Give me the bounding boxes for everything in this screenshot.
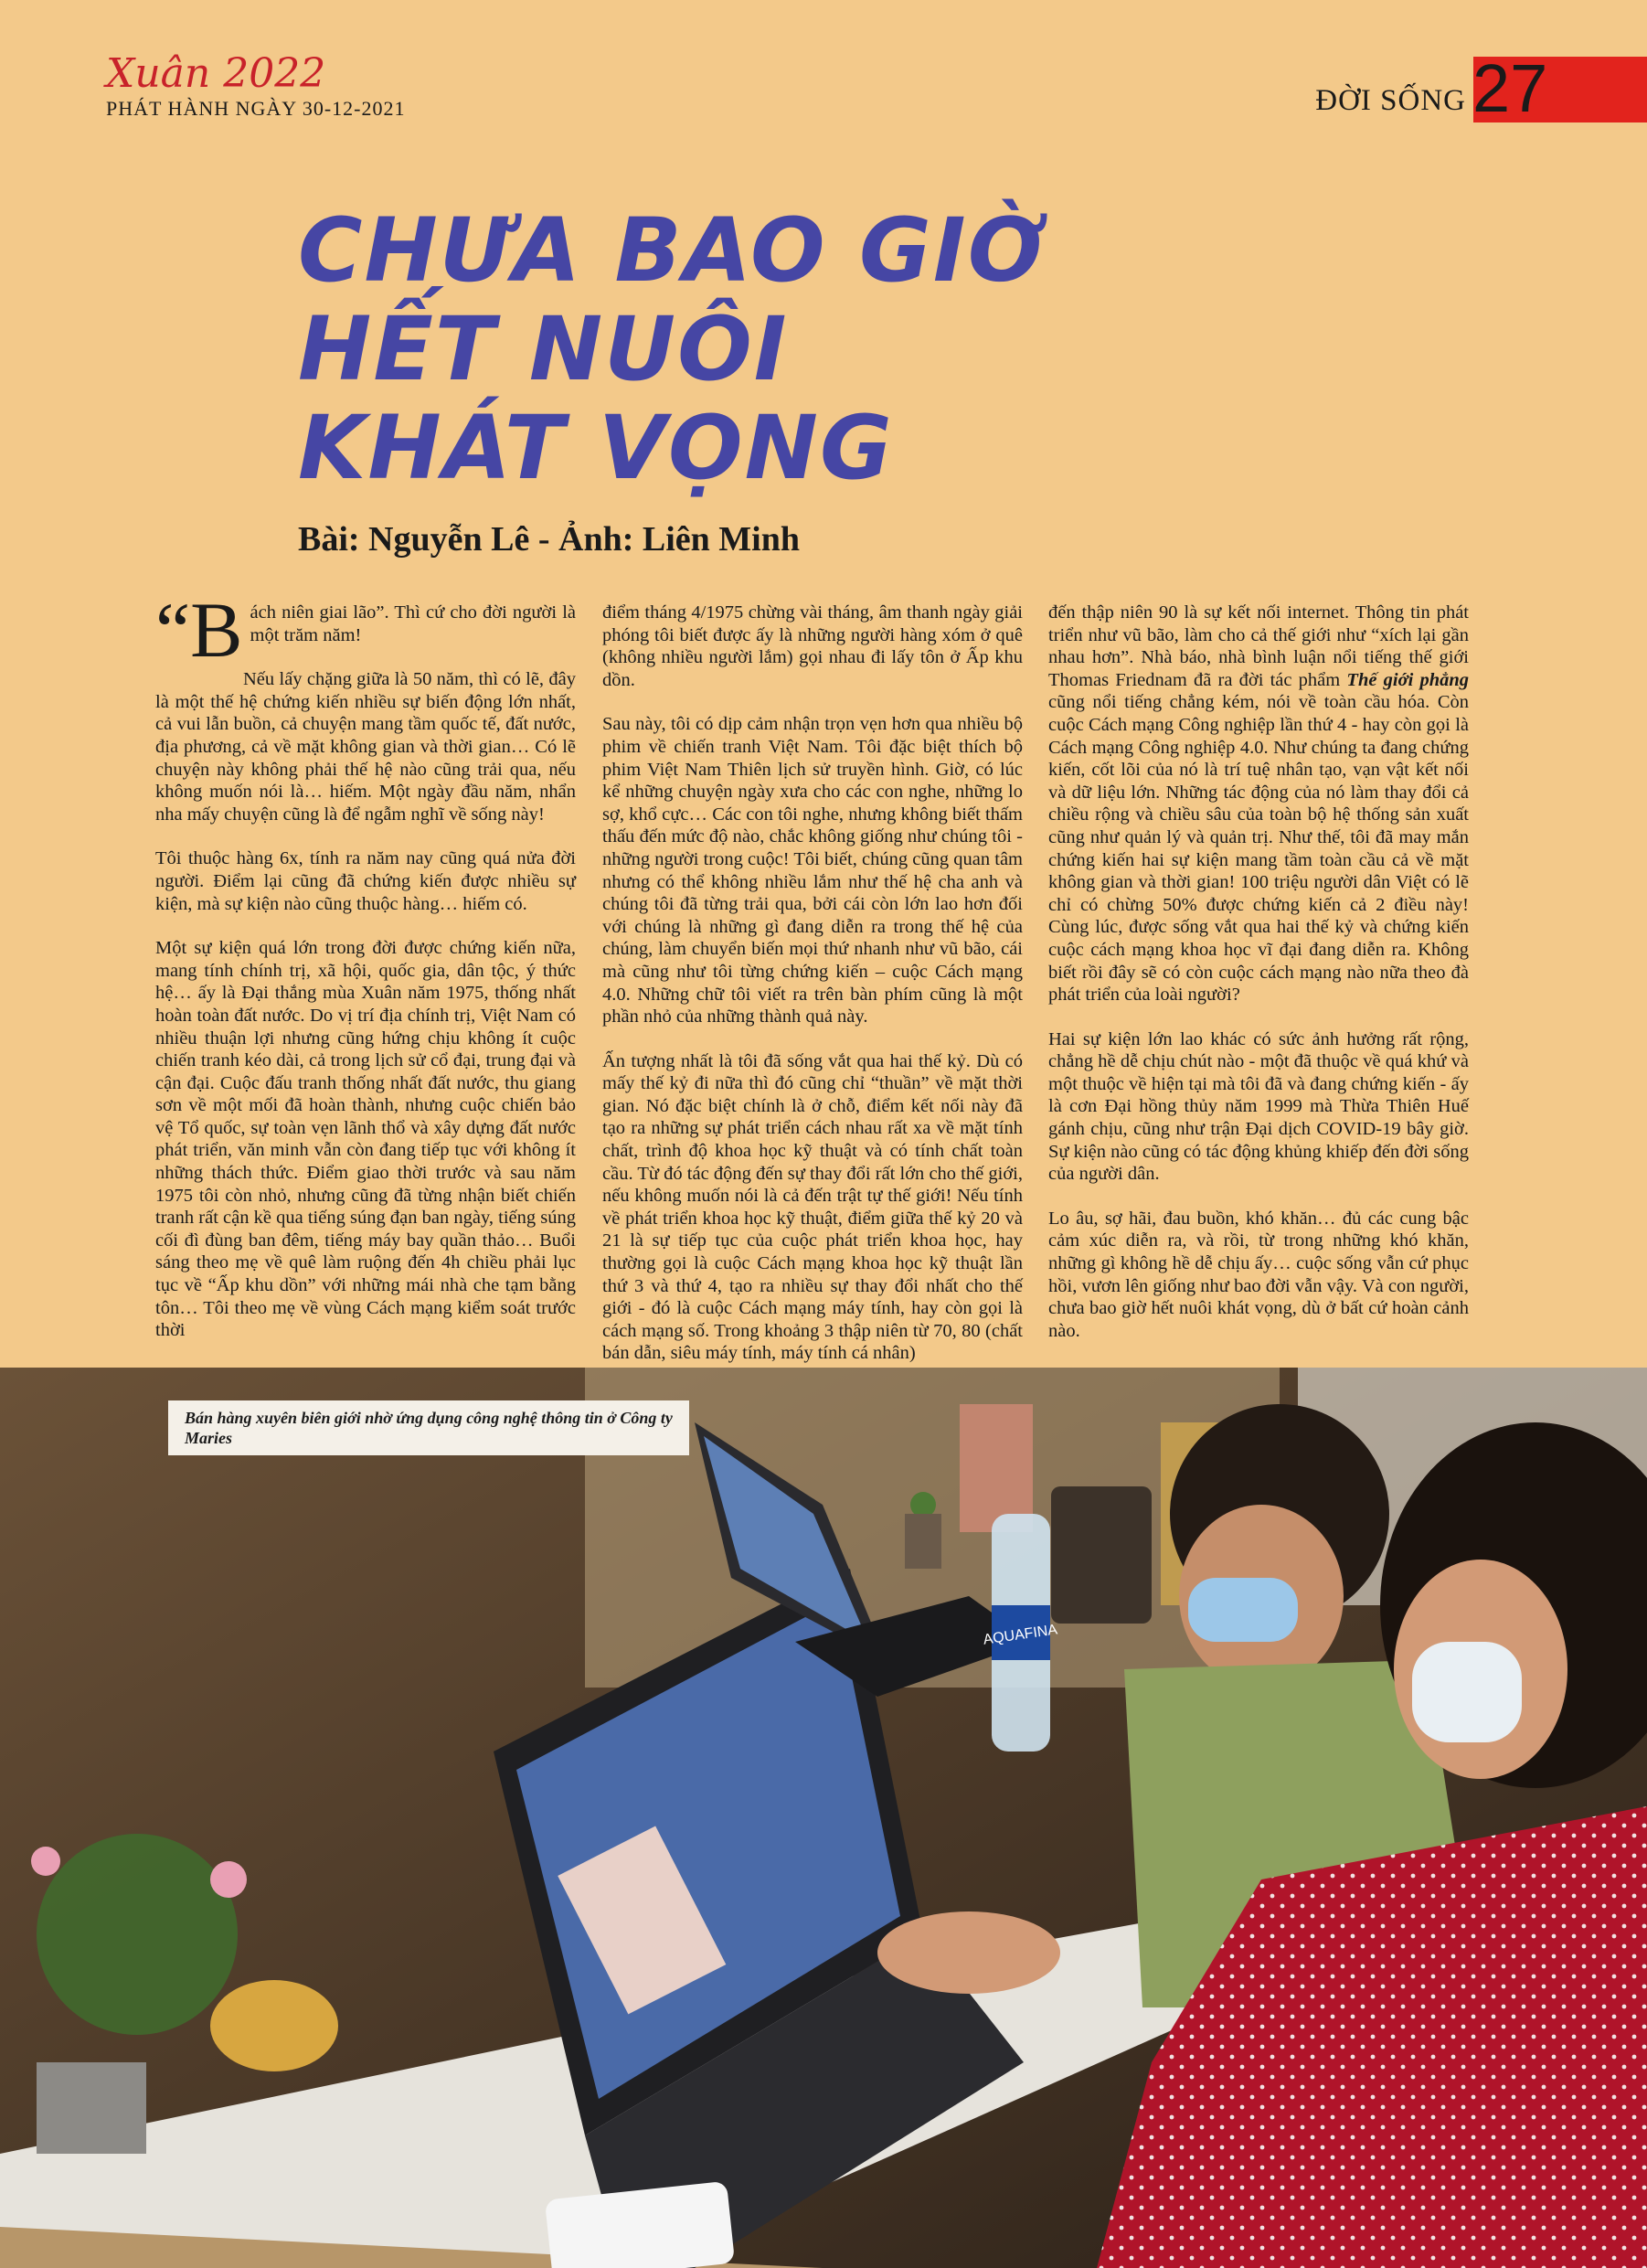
text-column-3 — [1048, 602, 1469, 1364]
paragraph: Sau này, tôi có dịp cảm nhận trọn vẹn hơn qua nhiều bộ phim về chiến tranh Việt Nam. Tôi đặc biệt thích bộ phim Việt Nam Thiên lịch sử truyền hình. Giờ, có lúc kể những chuyện ngày xưa cho các con nghe, những lo sợ, khổ cực… Các con tôi nghe, nhưng không biết thấm thấu đến mức độ nào, chắc không giống như chúng tôi - những người trong cuộc! Tôi biết, chúng cũng quan tâm nhưng có thể không nhiều lắm như thế hệ cha anh và chúng tôi đã từng trải qua, bởi cái còn lớn lao hơn đối với chúng là những gì đang diễn ra trong thế hệ của chúng, làm chuyển biến mọi thứ nhanh như vũ bão, cái mà cũng như tôi từng chứng kiến – cuộc Cách mạng 4.0. Những chữ tôi viết ra trên bàn phím cũng là một phần nhỏ của những thành quả này. — [602, 714, 1023, 1028]
paragraph: đến thập niên 90 là sự kết nối internet. Thông tin phát triển như vũ bão, làm cho cả thế giới như “xích lại gần nhau hơn”. Nhà báo, nhà bình luận nổi tiếng thế giới Thomas Friednam đã ra đời tác phẩm Thế giới phẳng cũng nổi tiếng chẳng kém, nói về toàn cầu hóa. Còn cuộc Cách mạng Công nghiệp lần thứ 4 - hay còn gọi là Cách mạng Công nghiệp 4.0. Như chúng ta đang chứng kiến, cốt lõi của nó là trí tuệ nhân tạo, vạn vật kết nối và dữ liệu lớn. Những tác động của nó làm thay đổi cả chiều rộng và chiều sâu của toàn bộ hệ thống sản xuất cũng như quản lý và quản trị. Như thế, tôi đã may mắn chứng kiến hai sự kiện mang tầm toàn cầu cả về mặt không gian và thời gian! 100 triệu người dân Việt có lẽ chỉ có chừng 50% được chứng kiến cả 2 điều này! Cùng lúc, được sống vắt qua hai thế kỷ và chứng kiến cuộc cách mạng khoa học vĩ đại đang diễn ra. Không biết rồi đây sẽ có còn cuộc cách mạng nào nữa theo đà phát triển của loài người? — [1048, 602, 1470, 1006]
text-column-1 — [155, 586, 576, 1364]
paragraph: Nếu lấy chặng giữa là 50 năm, thì có lẽ, đây là một thế hệ chứng kiến nhiều sự biến động lớn nhất, cả vui lẫn buồn, cả chuyện mang tầm quốc tế, đất nước, địa phương, cả về mặt không gian và thời gian… Có lẽ chuyện này không phải thế hệ nào cũng trải qua, nếu không muốn nói là… hiếm. Một ngày đầu năm, nhẩn nha mấy chuyện cũng là để ngẫm nghĩ về sống này! — [155, 669, 576, 825]
bottle-label: AQUAFINA — [982, 1622, 1059, 1648]
title-line-2: HẾT NUÔI — [298, 298, 789, 400]
release-date: PHÁT HÀNH NGÀY 30-12-2021 — [106, 97, 406, 120]
title-line-3: KHÁT VỌNG — [298, 397, 894, 499]
paragraph: Hai sự kiện lớn lao khác có sức ảnh hưởng rất rộng, chẳng hề dễ chịu chút nào - một đã thuộc về quá khứ và một thuộc về hiện tại mà tôi đã và đang chứng kiến - ấy là cơn Đại hồng thủy năm 1999 mà Thừa Thiên Huế gánh chịu, cũng như trận Đại dịch COVID-19 bây giờ. Sự kiện nào cũng có tác động khủng khiếp đến đời sống của người dân. — [1048, 1028, 1469, 1185]
paragraph: điểm tháng 4/1975 chừng vài tháng, âm thanh ngày giải phóng tôi biết được ấy là những người hàng xóm ở quê (không nhiều người lắm) gọi nhau đi lấy tôn ở Ấp khu dồn. — [602, 602, 1023, 690]
article-photo — [0, 1368, 1647, 2268]
title-line-1: CHƯA BAO GIỜ — [298, 199, 1045, 302]
photo-caption: Bán hàng xuyên biên giới nhờ ứng dụng công nghệ thông tin ở Công ty Maries — [168, 1400, 689, 1455]
page-number: 27 — [1472, 50, 1548, 126]
byline: Bài: Nguyễn Lê - Ảnh: Liên Minh — [298, 520, 800, 559]
paragraph: Một sự kiện quá lớn trong đời được chứng kiến nữa, mang tính chính trị, xã hội, quốc gia, dân tộc, ý thức hệ… ấy là Đại thắng mùa Xuân năm 1975, thống nhất hoàn toàn đất nước. Do vị trí địa chính trị, Việt Nam có nhiều thuận lợi nhưng cũng hứng chịu không ít cuộc chiến tranh kéo dài, cả trong lịch sử cổ đại, trung đại và cận đại. Cuộc đấu tranh thống nhất đất nước, thu giang sơn về một mối đã hoàn thành, nhưng cuộc chiến bảo vệ Tổ quốc, sự toàn vẹn lãnh thổ và xây dựng đất nước phát triển, văn minh vẫn còn đang tiếp tục với không ít những thách thức. Điểm giao thời trước và sau năm 1975 tôi còn nhỏ, nhưng cũng đã từng nhận biết chiến tranh rất cận kề qua tiếng súng đạn ban ngày, tiếng súng cối đì đùng ban đêm, tiếng máy bay quần thảo… Buổi sáng theo mẹ về quê làm ruộng đến 4h chiều phải lục tục về “Ấp khu dồn” với những mái nhà che tạm bằng tôn… Tôi theo mẹ về vùng Cách mạng kiểm soát trước thời — [155, 938, 576, 1341]
issue-title: Xuân 2022 — [106, 50, 326, 97]
issue-header — [106, 50, 406, 121]
text-column-2 — [602, 602, 1023, 1387]
paragraph: “Bách niên giai lão”. Thì cứ cho đời người là một trăm năm! — [155, 586, 576, 674]
paragraph: Tôi thuộc hàng 6x, tính ra năm nay cũng quá nửa đời người. Điểm lại cũng đã chứng kiến được nhiều sự kiện, mà sự kiện nào cũng thuộc hàng… hiếm có. — [155, 848, 576, 914]
drop-cap: “B — [155, 586, 243, 674]
section-label: ĐỜI SỐNG — [1315, 84, 1466, 117]
article-title — [298, 201, 1044, 497]
book-title: Thế giới phẳng — [1346, 669, 1470, 690]
paragraph: Lo âu, sợ hãi, đau buồn, khó khăn… đủ các cung bậc cảm xúc diễn ra, và rồi, từ trong những khó khăn, những gì không hề dễ chịu ấy… cuộc sống vẫn cứ phục hồi, vươn lên giống như bao đời vẫn vậy. Và con người, chưa bao giờ hết nuôi khát vọng, dù ở bất cứ hoàn cảnh nào. — [1048, 1208, 1469, 1341]
paragraph: Ấn tượng nhất là tôi đã sống vắt qua hai thế kỷ. Dù có mấy thế kỷ đi nữa thì đó cũng chỉ “thuần” về mặt thời gian. Nó đặc biệt chính là ở chỗ, điểm kết nối này đã tạo ra những sự phát triển cách nhau rất xa về mặt tính chất, trình độ khoa học kỹ thuật và có tính chất toàn cầu. Từ đó tác động đến sự thay đổi rất lớn cho thế giới, nếu không muốn nói là cả đến trật tự thế giới! Nếu tính về phát triển khoa học kỹ thuật, điểm giữa thế kỷ 20 và 21 là sự tiếp tục của cuộc phát triển khoa học, hay thường gọi là cuộc Cách mạng khoa học kỹ thuật lần thứ 3 và thứ 4, tạo ra nhiều sự thay đổi nhất cho thế giới - đó là cuộc Cách mạng máy tính, hay còn gọi là cách mạng số. Trong khoảng 3 thập niên từ 70, 80 (chất bán dẫn, siêu máy tính, máy tính cá nhân) — [602, 1050, 1023, 1364]
